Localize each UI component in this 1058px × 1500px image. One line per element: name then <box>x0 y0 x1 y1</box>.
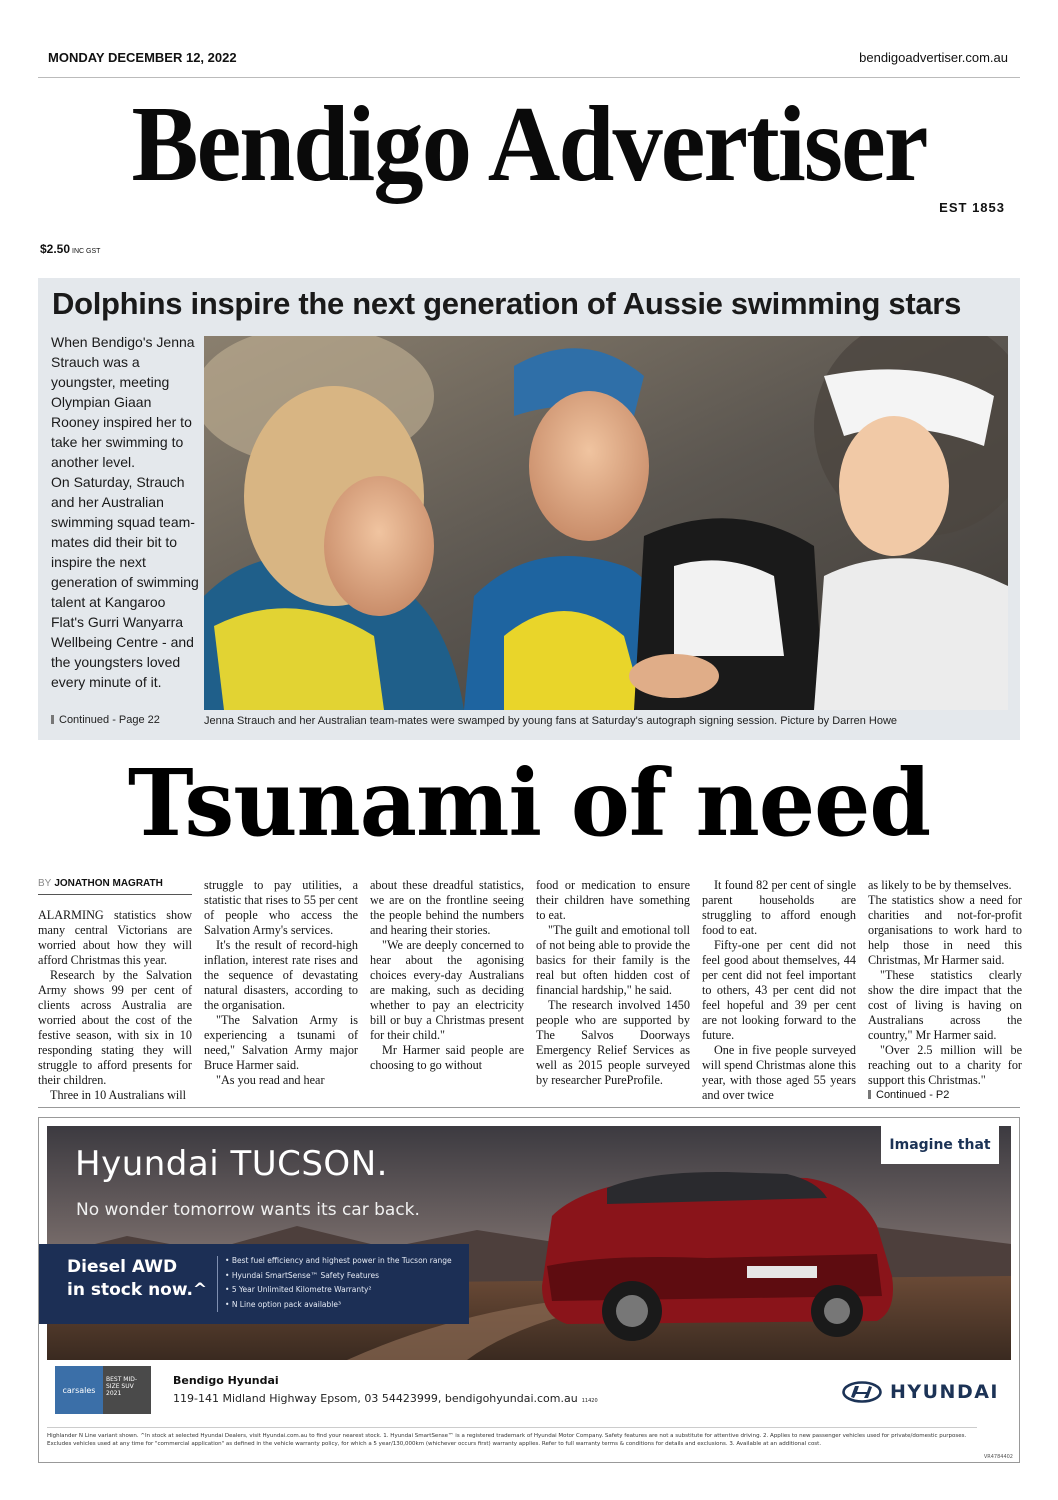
cover-price <box>40 242 100 256</box>
feature-photo <box>204 336 1008 710</box>
feature-paragraph: When Bendigo's Jenna Strauch was a youngster, meeting Olympian Giaan Rooney inspired her to take her swimming to another level. <box>51 334 195 470</box>
article-column-3 <box>370 878 524 1073</box>
ad-tagline: No wonder tomorrow wants its car back. <box>76 1200 420 1220</box>
article-column-1 <box>38 908 192 1103</box>
article-column-4 <box>536 878 690 1088</box>
article-paragraph: Mr Harmer said people are choosing to go without <box>370 1043 524 1072</box>
article-paragraph: food or medication to ensure their children have something to eat. <box>536 878 690 922</box>
hyundai-advertisement[interactable] <box>38 1117 1020 1463</box>
feature-text <box>51 332 201 692</box>
carsales-logo: carsales <box>55 1366 103 1414</box>
article-paragraph: The statistics show a need for charities and not-for-profit organisations to work hard to help those in need this Christmas, Mr Harmer said. <box>868 893 1022 967</box>
ad-feature-item: • 5 Year Unlimited Kilometre Warranty² <box>225 1283 452 1298</box>
article-column-2 <box>204 878 358 1088</box>
article-paragraph: struggle to pay utilities, a statistic that rises to 55 per cent of people who access the Salvation Army's services. <box>204 878 358 937</box>
ad-badge: Imagine that <box>881 1126 999 1164</box>
price-note: INC GST <box>72 248 101 255</box>
article-paragraph: Three in 10 Australians will <box>50 1088 187 1102</box>
lead-headline[interactable]: Tsunami of need <box>127 749 931 857</box>
photo-caption: Jenna Strauch and her Australian team-mates were swamped by young fans at Saturday's autograph signing session. Picture by Darren Howe <box>204 715 898 727</box>
site-url[interactable]: bendigoadvertiser.com.au <box>859 50 1008 65</box>
ad-stock-heading <box>67 1256 217 1302</box>
feature-story <box>38 278 1020 740</box>
dealer-name: Bendigo Hyundai <box>173 1374 279 1387</box>
award-label: BEST MID-SIZE SUV 2021 <box>103 1366 151 1414</box>
ad-feature-list <box>225 1254 452 1312</box>
ad-stock-line: Diesel AWD <box>67 1257 178 1277</box>
top-bar <box>48 50 1008 72</box>
ad-feature-item: • Hyundai SmartSense™ Safety Features <box>225 1269 452 1284</box>
article-paragraph: ALARMING statistics show many central Victorians are worried about how they will afford Christmas this year. <box>38 908 192 967</box>
ad-dealer-strip <box>47 1362 1011 1424</box>
article-paragraph: One in five people surveyed will spend Christmas alone this year, with those aged 55 years and over twice <box>702 1043 856 1102</box>
ad-reference-code: VR4784402 <box>983 1454 1013 1460</box>
article-paragraph: "As you read and hear <box>216 1073 325 1087</box>
ad-model-name: Hyundai TUCSON. <box>75 1144 388 1184</box>
issue-date: MONDAY DECEMBER 12, 2022 <box>48 50 237 65</box>
hyundai-logo <box>842 1380 999 1404</box>
article-paragraph: as likely to be by themselves. <box>868 878 1012 892</box>
ad-stock-banner <box>39 1244 469 1324</box>
ad-disclaimer: Highlander N Line variant shown. ^In stock at selected Hyundai Dealers, visit Hyundai.com.au to find your nearest stock. 1. Hyundai SmartSense™ is a registered trademark of Hyundai Motor Company. Safety features are not a substitute for attentive driving. 2. Applies to new passenger vehicles used for private/domestic purposes. Excludes vehicles used at any time for "commercial application" as defined in the vehicle warranty policy, for which a 5 year/130,000km (whichever occurs first) warranty applies. Refer to full warranty terms & conditions for details and exclusions. 3. Available at an additional cost. <box>47 1427 977 1448</box>
top-rule <box>38 77 1020 78</box>
article-paragraph: Research by the Salvation Army shows 99 per cent of clients across Australia are worried about the cost of the festive season, with six in 10 responding stating they will struggle to afford presents for their children. <box>38 968 192 1087</box>
article-paragraph: "Over 2.5 million will be reaching out to a charity for support this Christmas." <box>868 1043 1022 1087</box>
hyundai-emblem-icon <box>842 1381 882 1403</box>
masthead: Bendigo Advertiser <box>131 85 927 204</box>
dealer-address-text[interactable]: 119-141 Midland Highway Epsom, 03 54423999, bendigohyundai.com.au <box>173 1392 578 1405</box>
ad-feature-item: • N Line option pack available³ <box>225 1298 452 1313</box>
article-paragraph: The research involved 1450 people who are supported by The Salvos Doorways Emergency Relief Services as well as 2015 people surveyed by researcher PureProfile. <box>536 998 690 1087</box>
article-paragraph: It's the result of record-high inflation, interest rate rises and the sequence of devastating natural disasters, according to the organisation. <box>204 938 358 1012</box>
article-column-5 <box>702 878 856 1103</box>
dealer-address[interactable] <box>173 1392 598 1405</box>
ad-stock-line: in stock now.^ <box>67 1280 208 1300</box>
price-value: $2.50 <box>40 242 71 256</box>
ad-rule <box>38 1107 1020 1108</box>
article-paragraph: "The guilt and emotional toll of not being able to provide the basics for their family is the real but often hidden cost of financial hardship," he said. <box>536 923 690 997</box>
feature-headline[interactable]: Dolphins inspire the next generation of Aussie swimming stars <box>52 286 962 321</box>
dealer-code: 11420 <box>581 1398 598 1404</box>
article-paragraph: "These statistics clearly show the dire impact that the cost of living is having on Australians across the country," Mr Harmer said. <box>868 968 1022 1042</box>
ad-stock-divider <box>217 1256 218 1312</box>
ad-feature-item: • Best fuel efficiency and highest power in the Tucson range <box>225 1254 452 1269</box>
feature-continued[interactable]: Continued - Page 22 <box>51 714 160 726</box>
article-paragraph: It found 82 per cent of single parent households are struggling to afford enough food to eat. <box>702 878 856 937</box>
carsales-award <box>55 1366 151 1414</box>
article-paragraph: "The Salvation Army is experiencing a tsunami of need," Salvation Army major Bruce Harmer said. <box>204 1013 358 1072</box>
established-label: EST 1853 <box>939 200 1005 215</box>
article-paragraph: about these dreadful statistics, we are on the frontline seeing the people behind the numbers and hearing their stories. <box>370 878 524 937</box>
article-column-6 <box>868 878 1022 1103</box>
hyundai-wordmark: HYUNDAI <box>889 1381 999 1403</box>
article-paragraph: Fifty-one per cent did not feel good about themselves, 44 per cent did not feel important to others, 43 per cent did not feel hopeful and 39 per cent are not looking forward to the future. <box>702 938 856 1042</box>
byline <box>38 878 192 895</box>
byline-name: JONATHON MAGRATH <box>54 878 163 889</box>
feature-paragraph: On Saturday, Strauch and her Australian swimming squad team-mates did their bit to inspire the next generation of swimming talent at Kangaroo Flat's Gurri Wanyarra Wellbeing Centre - and the youngsters loved every minute of it. <box>51 474 199 690</box>
lead-continued[interactable]: Continued - P2 <box>868 1088 1022 1103</box>
article-paragraph: "We are deeply concerned to hear about the agonising choices every-day Australians are making, such as deciding whether to pay an electricity bill or buy a Christmas present for their child." <box>370 938 524 1042</box>
byline-prefix: BY <box>38 878 52 889</box>
